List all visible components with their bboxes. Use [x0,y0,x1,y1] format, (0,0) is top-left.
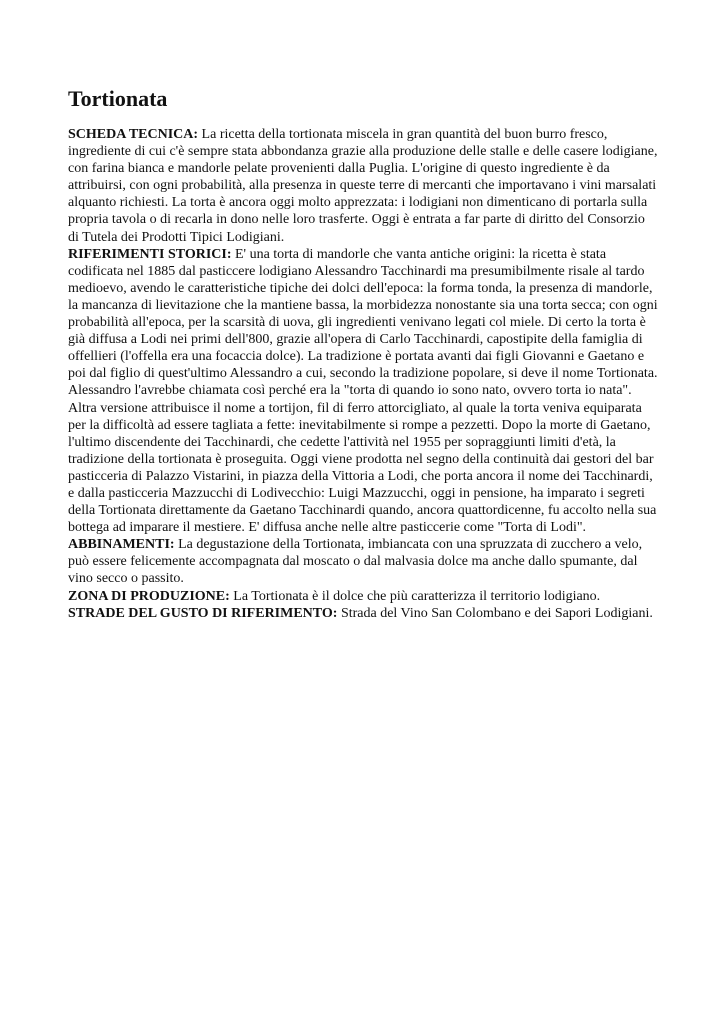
document-body [68,86,658,622]
section-text: E' una torta di mandorle che vanta antiche origini: la ricetta è stata codificata nel 1885 dal pasticcere lodigiano Alessandro Tacchinardi ma presumibilmente risale al tardo medioevo, avendo le caratteristiche tipiche dei dolci dell'epoca: la forma tonda, la presenza di mandorle, la mancanza di lievitazione che la mantiene bassa, la morbidezza nonostante sia una torta secca; con ogni probabilità all'epoca, per la scarsità di uova, gli ingredienti venivano legati col miele. Di certo la torta è già diffusa a Lodi nei primi dell'800, grazie all'opera di Carlo Tacchinardi, capostipite della famiglia di offellieri (l'offella era una focaccia dolce). La tradizione è portata avanti dai figli Giovanni e Gaetano e poi dal figlio di quest'ultimo Alessandro a cui, secondo la tradizione popolare, si deve il nome Tortionata. Alessandro l'avrebbe chiamata così perché era la "torta di quando io sono nato, ovvero torta io nata". Altra versione attribuisce il nome a tortijon, fil di ferro attorcigliato, al quale la torta veniva equiparata per la difficoltà ad essere tagliata a fette: inevitabilmente si rompe a pezzetti. Dopo la morte di Gaetano, l'ultimo discendente dei Tacchinardi, che cedette l'attività nel 1955 per sopraggiunti limiti d'età, la tradizione della tortionata è proseguita. Oggi viene prodotta nel segno della continuità dai gestori del bar pasticceria di Palazzo Vistarini, in piazza della Vittoria a Lodi, che porta ancora il nome dei Tacchinardi, e dalla pasticceria Mazzucchi di Lodivecchio: Luigi Mazzucchi, oggi in pensione, ha imparato i segreti della Tortionata direttamente da Gaetano Tacchinardi quando, ancora quattordicenne, fu accolto nella sua bottega ad imparare il mestiere. E' diffusa anche nelle altre pasticcerie come "Torta di Lodi". [68,246,658,536]
section-text: La Tortionata è il dolce che più caratterizza il territorio lodigiano. [233,588,601,604]
section-riferimenti-storici [68,246,658,537]
section-label: RIFERIMENTI STORICI: [68,246,232,262]
section-text: La ricetta della tortionata miscela in gran quantità del buon burro fresco, ingrediente di cui c'è sempre stata abbondanza grazie alla produzione delle stalle e delle casere lodigiane, con farina bianca e mandorle pelate provenienti dalla Puglia. L'origine di questo ingrediente è da attribuirsi, con ogni probabilità, alla presenza in queste terre di mercanti che importavano i vini marsalati alquanto richiesti. La torta è ancora oggi molto apprezzata: i lodigiani non dimenticano di portarla sulla propria tavola o di recarla in dono nelle loro trasferte. Oggi è entrata a far parte di diritto del Consorzio di Tutela dei Prodotti Tipici Lodigiani. [68,127,658,245]
section-text: Strada del Vino San Colombano e dei Sapori Lodigiani. [340,605,653,621]
section-label: SCHEDA TECNICA: [68,127,199,142]
section-strade-del-gusto [68,605,658,622]
section-text: La degustazione della Tortionata, imbiancata con una spruzzata di zucchero a velo, può essere felicemente accompagnata dal moscato o dal malvasia dolce ma anche dallo spumante, dal vino secco o passito. [68,537,643,587]
section-abbinamenti [68,536,658,587]
section-scheda-tecnica [68,126,658,246]
section-label: ABBINAMENTI: [68,537,175,553]
section-zona-di-produzione [68,588,658,605]
section-label: ZONA DI PRODUZIONE: [68,588,230,604]
section-label: STRADE DEL GUSTO DI RIFERIMENTO: [68,605,338,621]
document-title: Tortionata [68,86,168,111]
